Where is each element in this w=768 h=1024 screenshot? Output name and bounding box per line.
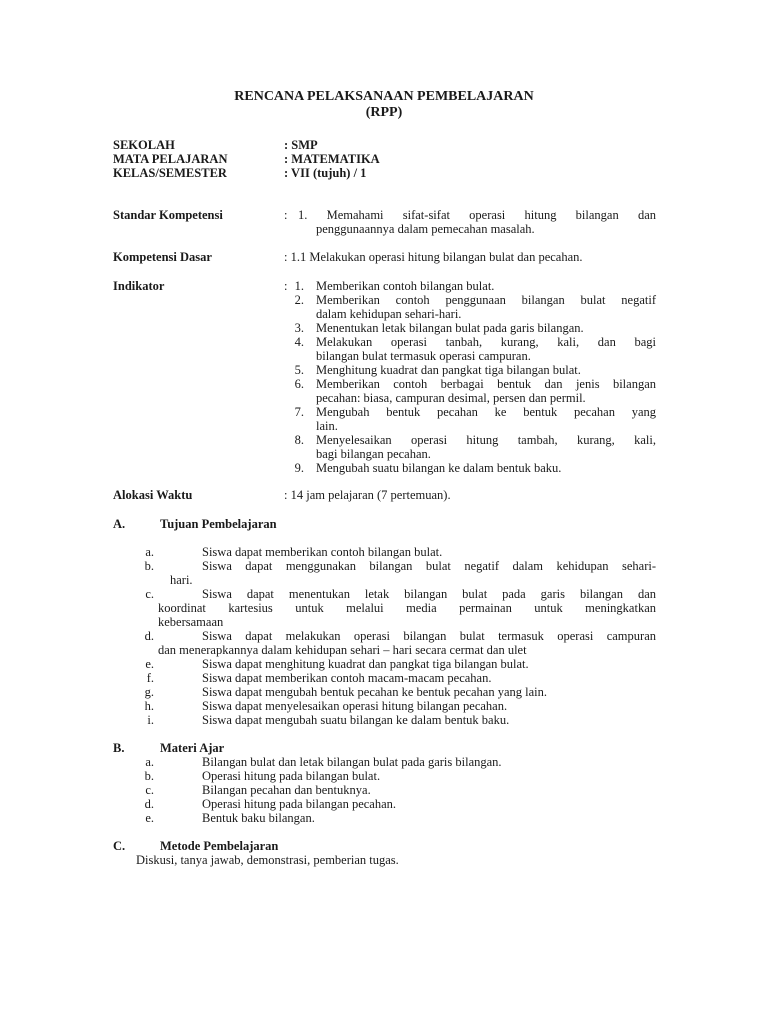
indikator-number: 6.: [294, 377, 304, 391]
materi-letter: a.: [145, 755, 154, 769]
tujuan-text-cont: koordinat kartesius untuk melalui media permainan untuk meningkatkan: [158, 601, 656, 615]
identity-label: KELAS/SEMESTER: [113, 166, 227, 180]
tujuan-letter: a.: [145, 545, 154, 559]
indikator-text: Mengubah suatu bilangan ke dalam bentuk baku.: [316, 461, 562, 475]
materi-text: Bilangan pecahan dan bentuknya.: [202, 783, 371, 797]
indikator-text: Memberikan contoh penggunaan bilangan bulat negatif: [316, 293, 656, 307]
alokasi-text: : 14 jam pelajaran (7 pertemuan).: [284, 488, 451, 502]
tujuan-letter: g.: [144, 685, 154, 699]
indikator-text: lain.: [316, 419, 338, 433]
indikator-number: 3.: [294, 321, 304, 335]
alokasi-label: Alokasi Waktu: [113, 488, 193, 502]
tujuan-letter: h.: [144, 699, 154, 713]
tujuan-text-cont: hari.: [170, 573, 193, 587]
materi-text: Bilangan bulat dan letak bilangan bulat pada garis bilangan.: [202, 755, 502, 769]
indikator-colon: :: [284, 279, 288, 293]
indikator-number: 7.: [294, 405, 304, 419]
tujuan-letter: c.: [145, 587, 154, 601]
kd-text: : 1.1 Melakukan operasi hitung bilangan bulat dan pecahan.: [284, 250, 583, 264]
identity-value: : SMP: [284, 138, 318, 152]
tujuan-text-cont: dan menerapkannya dalam kehidupan sehari – hari secara cermat dan ulet: [158, 643, 527, 657]
materi-letter: b.: [144, 769, 154, 783]
section-c-title: Metode Pembelajaran: [160, 839, 279, 853]
indikator-number: 9.: [294, 461, 304, 475]
tujuan-letter: b.: [144, 559, 154, 573]
tujuan-letter: d.: [144, 629, 154, 643]
indikator-text: Menentukan letak bilangan bulat pada garis bilangan.: [316, 321, 584, 335]
tujuan-letter: f.: [146, 671, 154, 685]
identity-label: SEKOLAH: [113, 138, 175, 152]
indikator-number: 5.: [294, 363, 304, 377]
sk-line1: 1. Memahami sifat-sifat operasi hitung bilangan dan: [298, 208, 656, 222]
sk-line2: penggunaannya dalam pemecahan masalah.: [316, 222, 535, 236]
tujuan-text: Siswa dapat mengubah bentuk pecahan ke bentuk pecahan yang lain.: [202, 685, 548, 699]
indikator-text: Menghitung kuadrat dan pangkat tiga bilangan bulat.: [316, 363, 581, 377]
tujuan-text: Siswa dapat menentukan letak bilangan bulat pada garis bilangan dan: [202, 587, 656, 601]
indikator-text: dalam kehidupan sehari-hari.: [316, 307, 462, 321]
kd-label: Kompetensi Dasar: [113, 250, 212, 264]
indikator-text: Melakukan operasi tanbah, kurang, kali, dan bagi: [316, 335, 656, 349]
indikator-text: Memberikan contoh bilangan bulat.: [316, 279, 495, 293]
tujuan-text: Siswa dapat memberikan contoh macam-macam pecahan.: [202, 671, 492, 685]
indikator-label: Indikator: [113, 279, 165, 293]
identity-value: : VII (tujuh) / 1: [284, 166, 367, 180]
indikator-number: 2.: [294, 293, 304, 307]
indikator-number: 4.: [294, 335, 304, 349]
indikator-number: 1.: [294, 279, 304, 293]
tujuan-letter: i.: [147, 713, 154, 727]
section-a-title: Tujuan Pembelajaran: [160, 517, 277, 531]
tujuan-text: Siswa dapat menyelesaikan operasi hitung bilangan pecahan.: [202, 699, 508, 713]
tujuan-text: Siswa dapat melakukan operasi bilangan bulat termasuk operasi campuran: [202, 629, 656, 643]
identity-label: MATA PELAJARAN: [113, 152, 228, 166]
materi-text: Operasi hitung pada bilangan bulat.: [202, 769, 381, 783]
indikator-text: bilangan bulat termasuk operasi campuran.: [316, 349, 531, 363]
indikator-number: 8.: [294, 433, 304, 447]
identity-value: : MATEMATIKA: [284, 152, 380, 166]
indikator-text: Memberikan contoh berbagai bentuk dan jenis bilangan: [316, 377, 656, 391]
materi-letter: e.: [145, 811, 154, 825]
section-a-letter: A.: [113, 517, 126, 531]
section-c-letter: C.: [113, 839, 126, 853]
indikator-text: Menyelesaikan operasi hitung tambah, kurang, kali,: [316, 433, 656, 447]
materi-letter: d.: [144, 797, 154, 811]
indikator-text: pecahan: biasa, campuran desimal, persen dan permil.: [316, 391, 586, 405]
section-b-letter: B.: [113, 741, 125, 755]
indikator-text: Mengubah bentuk pecahan ke bentuk pecahan yang: [316, 405, 656, 419]
sk-colon: :: [284, 208, 288, 222]
section-c-text: Diskusi, tanya jawab, demonstrasi, pemberian tugas.: [136, 853, 399, 867]
indikator-text: bagi bilangan pecahan.: [316, 447, 431, 461]
sk-label: Standar Kompetensi: [113, 208, 223, 222]
section-b-title: Materi Ajar: [160, 741, 225, 755]
document-subtitle: (RPP): [365, 105, 403, 120]
tujuan-text: Siswa dapat memberikan contoh bilangan bulat.: [202, 545, 443, 559]
tujuan-text-cont: kebersamaan: [158, 615, 224, 629]
tujuan-letter: e.: [145, 657, 154, 671]
tujuan-text: Siswa dapat mengubah suatu bilangan ke dalam bentuk baku.: [202, 713, 510, 727]
tujuan-text: Siswa dapat menggunakan bilangan bulat negatif dalam kehidupan sehari-: [202, 559, 656, 573]
materi-text: Operasi hitung pada bilangan pecahan.: [202, 797, 397, 811]
document-title: RENCANA PELAKSANAAN PEMBELAJARAN: [234, 89, 534, 104]
materi-letter: c.: [145, 783, 154, 797]
materi-text: Bentuk baku bilangan.: [202, 811, 315, 825]
tujuan-text: Siswa dapat menghitung kuadrat dan pangkat tiga bilangan bulat.: [202, 657, 529, 671]
